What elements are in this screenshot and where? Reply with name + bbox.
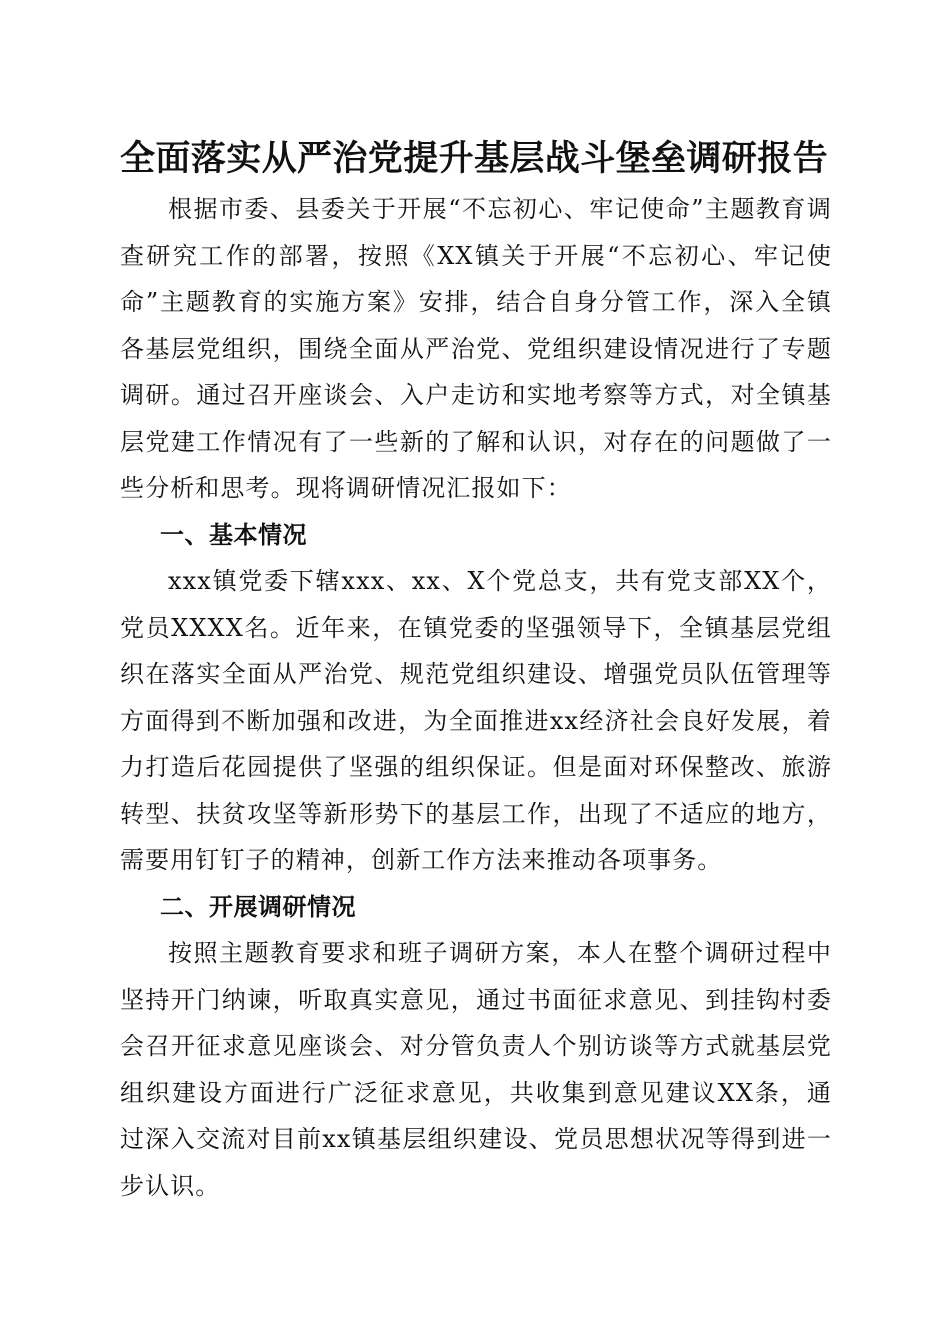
section-heading-research-activities: 二、开展调研情况 — [160, 892, 356, 921]
section-body-basic-situation: xxx镇党委下辖xxx、xx、X个党总支，共有党支部XX个，党员XXXX名。近年来，在镇党委的坚强领导下，全镇基层党组织在落实全面从严治党、规范党组织建设、增强党员队伍管理等方面得到不断加强和改进，为全面推进xx经济社会良好发展，着力打造后花园提供了坚强的组织保证。但是面对环保整改、旅游转型、扶贫攻坚等新形势下的基层工作，出现了不适应的地方，需要用钉钉子的精神，创新工作方法来推动各项事务。 — [120, 567, 832, 874]
document-title: 全面落实从严治党提升基层战斗堡垒调研报告 — [120, 138, 829, 179]
document-body — [120, 132, 832, 1209]
section-heading-basic-situation: 一、基本情况 — [160, 520, 307, 549]
intro-paragraph: 根据市委、县委关于开展“不忘初心、牢记使命”主题教育调查研究工作的部署，按照《XX镇关于开展“不忘初心、牢记使命”主题教育的实施方案》安排，结合自身分管工作，深入全镇各基层党组织，围绕全面从严治党、党组织建设情况进行了专题调研。通过召开座谈会、入户走访和实地考察等方式，对全镇基层党建工作情况有了一些新的了解和认识，对存在的问题做了一些分析和思考。现将调研情况汇报如下： — [120, 195, 832, 502]
section-body-research-activities: 按照主题教育要求和班子调研方案，本人在整个调研过程中坚持开门纳谏，听取真实意见，通过书面征求意见、到挂钩村委会召开征求意见座谈会、对分管负责人个别访谈等方式就基层党组织建设方面进行广泛征求意见，共收集到意见建议XX条，通过深入交流对目前xx镇基层组织建设、党员思想状况等得到进一步认识。 — [120, 939, 832, 1200]
